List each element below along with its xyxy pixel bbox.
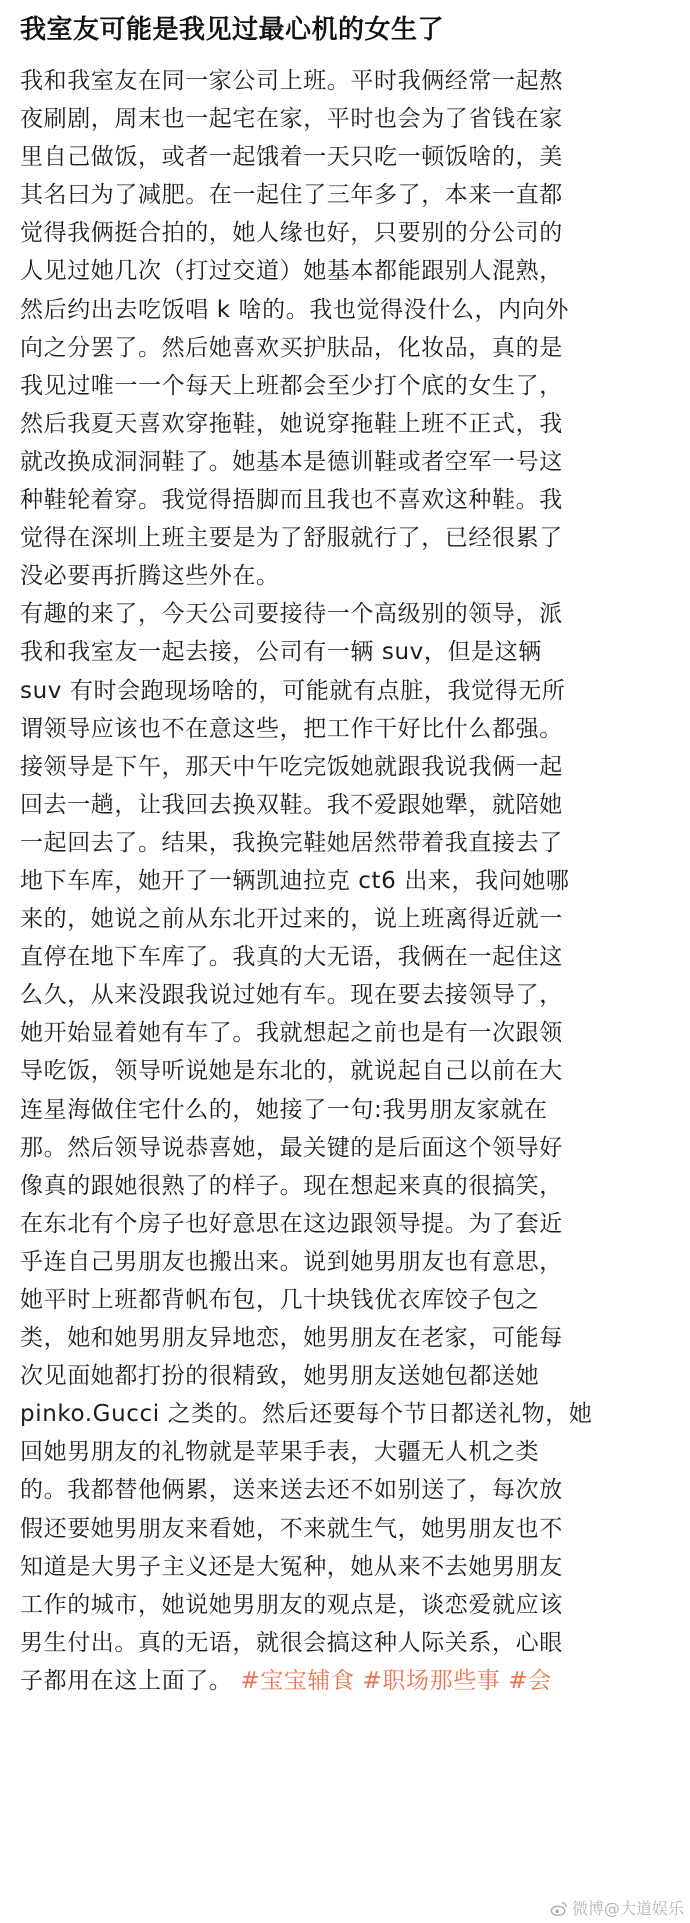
post-body-line: pinko.Gucci 之类的。然后还要每个节日都送礼物，她 — [20, 1401, 593, 1428]
post-body-line: 直停在地下车库了。我真的大无语，我俩在一起住这 — [20, 944, 563, 971]
post-body-line: 像真的跟她很熟了的样子。现在想起来真的很搞笑， — [20, 1172, 563, 1199]
weibo-logo-icon — [550, 1900, 568, 1918]
post-body-line: 的。我都替他俩累，送来送去还不如别送了，每次放 — [20, 1477, 563, 1504]
post-body-line: 工作的城市，她说她男朋友的观点是，谈恋爱就应该 — [20, 1591, 563, 1618]
post-body-line: 知道是大男子主义还是大冤种，她从来不去她男朋友 — [20, 1553, 563, 1580]
post-body-line: 没必要再折腾这些外在。 — [20, 563, 280, 590]
post-body-line: 次见面她都打扮的很精致，她男朋友送她包都送她 — [20, 1363, 540, 1390]
post-body-line: 地下车库，她开了一辆凯迪拉克 ct6 出来，我问她哪 — [20, 867, 570, 894]
post-body-line: 一起回去了。结果，我换完鞋她居然带着我直接去了 — [20, 829, 563, 856]
post-body-line: 然后我夏天喜欢穿拖鞋，她说穿拖鞋上班不正式，我 — [20, 410, 563, 437]
post-title: 我室友可能是我见过最心机的女生了 — [20, 15, 445, 45]
post-body-line: 夜刷剧，周末也一起宅在家，平时也会为了省钱在家 — [20, 106, 563, 133]
post-body-line: 回去一趟，让我回去换双鞋。我不爱跟她犟，就陪她 — [20, 791, 563, 818]
watermark-text: 微博@大道娱乐 — [571, 1899, 684, 1918]
weibo-watermark — [550, 1899, 684, 1919]
post-tail-line — [20, 1662, 670, 1700]
post-body-line: 我和我室友一起去接，公司有一辆 suv，但是这辆 — [20, 639, 542, 666]
post-body-line: 乎连自己男朋友也搬出来。说到她男朋友也有意思， — [20, 1248, 563, 1275]
post-body-line: 有趣的来了，今天公司要接待一个高级别的领导，派 — [20, 601, 563, 628]
post-body-line: 谓领导应该也不在意这些，把工作干好比什么都强。 — [20, 715, 563, 742]
post-body-line: 回她男朋友的礼物就是苹果手表，大疆无人机之类 — [20, 1439, 540, 1466]
post-body-line: 她平时上班都背帆布包，几十块钱优衣库饺子包之 — [20, 1287, 540, 1313]
hashtag-link[interactable]: #会 — [508, 1667, 552, 1694]
post-body-line: 觉得我俩挺合拍的，她人缘也好，只要别的分公司的 — [20, 220, 563, 247]
hashtag-link[interactable]: #宝宝辅食 — [240, 1667, 355, 1694]
post-body-line: 在东北有个房子也好意思在这边跟领导提。为了套近 — [20, 1210, 563, 1237]
post-body-line: 么久，从来没跟我说过她有车。现在要去接领导了， — [20, 982, 563, 1009]
post-body-line: 男生付出。真的无语，就很会搞这种人际关系，心眼 — [20, 1629, 563, 1656]
post-body — [20, 62, 670, 1662]
post-body-line: 其名曰为了减肥。在一起住了三年多了，本来一直都 — [20, 182, 563, 209]
hashtag-link[interactable]: #职场那些事 — [362, 1667, 501, 1694]
post-content — [20, 8, 670, 1700]
post-body-line: 觉得在深圳上班主要是为了舒服就行了，已经很累了 — [20, 525, 563, 552]
post-body-line: 接领导是下午，那天中午吃完饭她就跟我说我俩一起 — [20, 753, 563, 780]
post-body-line: 那。然后领导说恭喜她，最关键的是后面这个领导好 — [20, 1134, 563, 1161]
post-body-line: 我和我室友在同一家公司上班。平时我俩经常一起熬 — [20, 68, 563, 94]
tail-text: 子都用在这上面了。 — [20, 1667, 233, 1694]
post-body-line: 里自己做饭，或者一起饿着一天只吃一顿饭啥的，美 — [20, 144, 563, 171]
post-body-line: 然后约出去吃饭唱 k 啥的。我也觉得没什么，内向外 — [20, 296, 569, 323]
post-body-line: 来的，她说之前从东北开过来的，说上班离得近就一 — [20, 906, 563, 933]
post-body-line: 类，她和她男朋友异地恋，她男朋友在老家，可能每 — [20, 1325, 563, 1352]
post-body-line: 假还要她男朋友来看她，不来就生气，她男朋友也不 — [20, 1515, 563, 1542]
post-body-line: 她开始显着她有车了。我就想起之前也是有一次跟领 — [20, 1020, 563, 1047]
post-body-line: 人见过她几次（打过交道）她基本都能跟别人混熟， — [20, 258, 563, 285]
post-body-line: suv 有时会跑现场啥的，可能就有点脏，我觉得无所 — [20, 677, 566, 704]
post-body-line: 就改换成洞洞鞋了。她基本是德训鞋或者空军一号这 — [20, 448, 563, 475]
post-body-line: 我见过唯一一个每天上班都会至少打个底的女生了， — [20, 372, 563, 399]
post-body-line: 种鞋轮着穿。我觉得捂脚而且我也不喜欢这种鞋。我 — [20, 487, 563, 514]
post-body-line: 连星海做住宅什么的，她接了一句:我男朋友家就在 — [20, 1096, 548, 1123]
post-body-line: 导吃饭，领导听说她是东北的，就说起自己以前在大 — [20, 1058, 563, 1085]
post-body-line: 向之分罢了。然后她喜欢买护肤品，化妆品，真的是 — [20, 334, 563, 361]
